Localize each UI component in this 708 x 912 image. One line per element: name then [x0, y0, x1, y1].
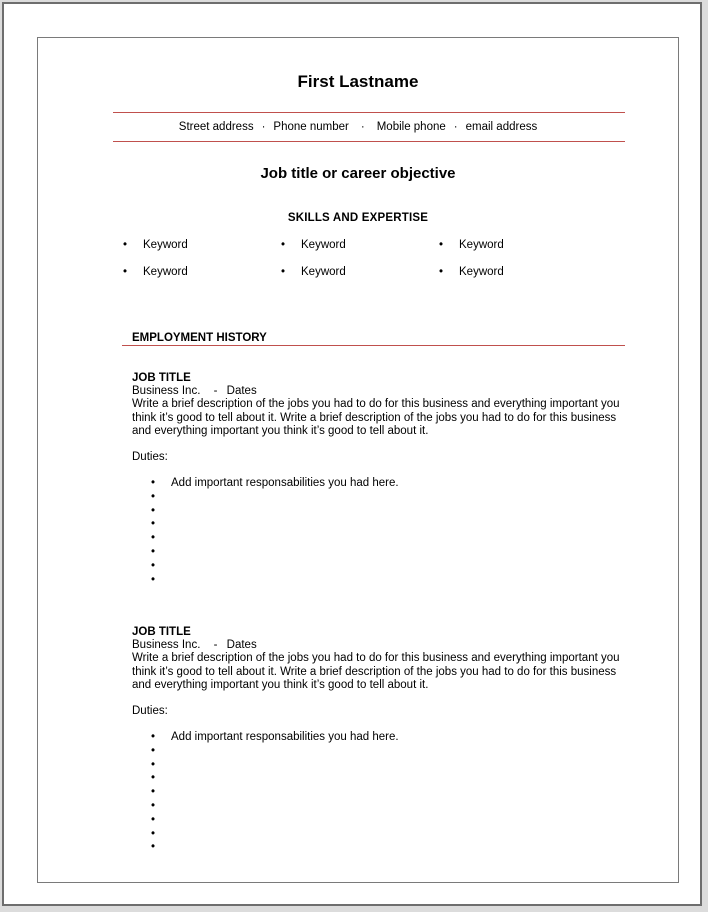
bullet-icon: •	[151, 573, 156, 586]
bullet-icon: •	[151, 477, 156, 489]
job-title: JOB TITLE	[132, 372, 191, 384]
mobile-phone: Mobile phone	[376, 121, 446, 133]
bullet-icon: •	[151, 545, 156, 558]
bullet-icon: •	[151, 532, 156, 545]
bullet-icon: •	[151, 559, 156, 572]
bullet-icon: •	[281, 239, 286, 251]
bullet-icon: •	[151, 813, 156, 826]
bullet-icon: •	[151, 841, 156, 854]
duty-text: Add important responsabilities you had here.	[171, 731, 399, 743]
document-frame	[2, 2, 702, 906]
bullet-icon: •	[151, 744, 156, 757]
duties-label: Duties:	[132, 705, 168, 718]
job-entry	[132, 626, 632, 718]
job-description: Write a brief description of the jobs you had to do for this business and everything important you think it’s good to tell about it. Write a brief description of the jobs you had to do for this business and everything important you think it’s good to tell about it.	[132, 398, 620, 437]
employment-heading: EMPLOYMENT HISTORY	[132, 332, 267, 344]
bullet-icon: •	[151, 490, 156, 503]
bullet-icon: •	[151, 731, 156, 743]
bullet-icon: •	[151, 827, 156, 840]
bullet-icon: •	[151, 772, 156, 785]
duty-text: Add important responsabilities you had here.	[171, 477, 399, 489]
header-bottom-rule	[113, 141, 625, 142]
bullet-icon: •	[151, 504, 156, 517]
date-dash: -	[213, 385, 218, 398]
job-dates: Dates	[226, 385, 257, 398]
bullet-icon: •	[123, 239, 128, 251]
header-top-rule	[113, 112, 625, 113]
bullet-icon: •	[151, 518, 156, 531]
bullet-icon: •	[439, 266, 444, 278]
company-name: Business Inc.	[132, 385, 201, 398]
career-objective: Job title or career objective	[260, 165, 456, 182]
keyword-text: Keyword	[459, 266, 504, 278]
employment-rule	[122, 345, 625, 346]
keyword-text: Keyword	[301, 239, 346, 251]
skills-heading: SKILLS AND EXPERTISE	[287, 212, 429, 224]
keyword-text: Keyword	[143, 266, 188, 278]
job-entry	[132, 372, 632, 464]
street-address: Street address	[178, 121, 254, 133]
phone-number: Phone number	[273, 121, 349, 133]
job-title: JOB TITLE	[132, 626, 191, 638]
bullet-icon: •	[151, 758, 156, 771]
duties-label: Duties:	[132, 451, 168, 464]
resume-page	[37, 37, 679, 883]
contact-separator: ·	[453, 121, 458, 133]
bullet-icon: •	[151, 799, 156, 812]
keyword-text: Keyword	[143, 239, 188, 251]
date-dash: -	[213, 639, 218, 652]
contact-separator: ·	[360, 121, 365, 133]
bullet-icon: •	[123, 266, 128, 278]
bullet-icon: •	[439, 239, 444, 251]
contact-separator: ·	[261, 121, 266, 133]
applicant-name: First Lastname	[297, 72, 419, 91]
job-description: Write a brief description of the jobs you had to do for this business and everything important you think it’s good to tell about it. Write a brief description of the jobs you had to do for this business and everything important you think it’s good to tell about it.	[132, 652, 620, 691]
keyword-text: Keyword	[301, 266, 346, 278]
company-line	[132, 639, 632, 652]
keyword-text: Keyword	[459, 239, 504, 251]
bullet-icon: •	[151, 786, 156, 799]
contact-line	[38, 121, 678, 133]
company-name: Business Inc.	[132, 639, 201, 652]
bullet-icon: •	[281, 266, 286, 278]
job-dates: Dates	[226, 639, 257, 652]
company-line	[132, 385, 632, 398]
email-address: email address	[465, 121, 538, 133]
